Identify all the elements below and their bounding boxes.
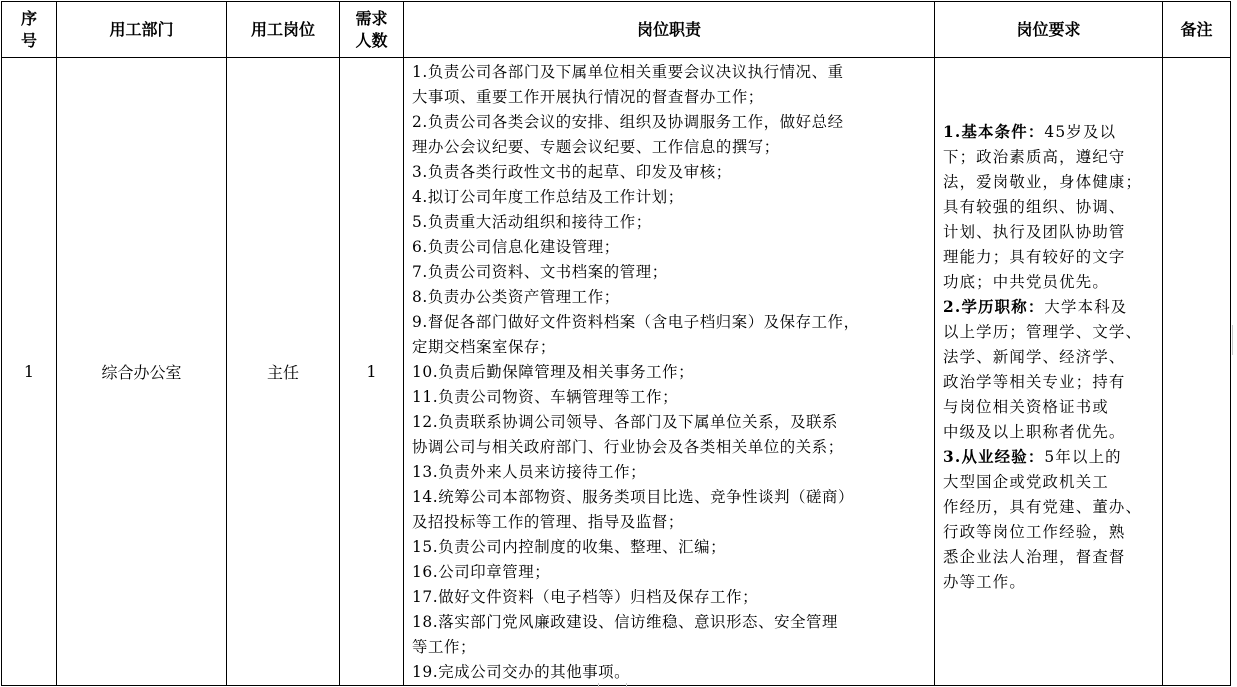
requirement-line: 法，爱岗敬业，身体健康；: [943, 173, 1143, 191]
header-position: [227, 2, 340, 58]
requirement-line: 功底；中共党员优先。: [943, 273, 1109, 291]
header-remarks-text: 备注: [1180, 19, 1213, 39]
responsibility-line: 理办公会议纪要、专题会议纪要、工作信息的撰写；: [412, 138, 780, 156]
responsibility-line: 17.做好文件资料（电子档等）归档及保存工作；: [412, 588, 759, 606]
header-headcount: [340, 2, 404, 58]
requirement-line: 中级及以上职称者优先。: [943, 423, 1126, 441]
cell-index: [2, 58, 57, 686]
header-requirements-text: 岗位要求: [1016, 19, 1081, 39]
requirement-title: 1.基本条件：: [943, 123, 1045, 141]
page-edge-mark: [626, 683, 627, 687]
responsibility-line: 15.负责公司内控制度的收集、整理、汇编；: [412, 538, 727, 556]
requirement-line: 行政等岗位工作经验，熟: [943, 523, 1126, 541]
requirement-line: 作经历，具有党建、董办、: [943, 498, 1143, 516]
cell-department-text: 综合办公室: [101, 363, 182, 382]
header-row: [2, 2, 1231, 58]
requirement-line: 与岗位相关资格证书或: [943, 398, 1109, 416]
cell-responsibilities: [404, 58, 935, 686]
cell-position-text: 主任: [266, 363, 299, 382]
responsibility-line: 19.完成公司交办的其他事项。: [412, 663, 631, 681]
responsibility-line: 7.负责公司资料、文书档案的管理；: [412, 263, 668, 281]
requirement-line: 法学、新闻学、经济学、: [943, 348, 1126, 366]
cell-department: [57, 58, 227, 686]
requirement-education: [943, 295, 1154, 445]
cell-remarks: [1163, 58, 1231, 686]
responsibility-line: 11.负责公司物资、车辆管理等工作；: [412, 388, 679, 406]
requirement-line: 45岁及以: [1044, 123, 1117, 141]
responsibility-line: 8.负责办公类资产管理工作；: [412, 288, 620, 306]
header-responsibilities: [404, 2, 935, 58]
cell-headcount: [340, 58, 404, 686]
requirement-line: 办等工作。: [943, 573, 1026, 591]
responsibility-line: 等工作；: [412, 638, 476, 656]
requirement-line: 理能力；具有较好的文字: [943, 248, 1126, 266]
responsibility-line: 协调公司与相关政府部门、行业协会及各类相关单位的关系；: [412, 438, 844, 456]
requirement-line: 悉企业法人治理，督查督: [943, 548, 1126, 566]
responsibility-line: 16.公司印章管理；: [412, 563, 551, 581]
responsibility-line: 5.负责重大活动组织和接待工作；: [412, 213, 652, 231]
cell-position: [227, 58, 340, 686]
requirement-line: 计划、执行及团队协助管: [943, 223, 1126, 241]
header-requirements: [935, 2, 1163, 58]
responsibility-line: 2.负责公司各类会议的安排、组织及协调服务工作，做好总经: [412, 113, 844, 131]
job-table: [1, 1, 1231, 686]
requirement-line: 大型国企或党政机关工: [943, 473, 1109, 491]
requirement-title: 3.从业经验：: [943, 448, 1045, 466]
header-index-text: 序号: [20, 8, 37, 50]
requirement-line: 以上学历；管理学、文学、: [943, 323, 1143, 341]
responsibility-line: 9.督促各部门做好文件资料档案（含电子档归案）及保存工作，: [412, 313, 860, 331]
page-edge-mark: [1232, 325, 1233, 355]
responsibility-line: 及招投标等工作的管理、指导及监督；: [412, 513, 684, 531]
requirement-line: 政治学等相关专业；持有: [943, 373, 1126, 391]
requirement-line: 下；政治素质高，遵纪守: [943, 148, 1126, 166]
header-department-text: 用工部门: [109, 19, 174, 39]
cell-requirements: [935, 58, 1163, 686]
responsibility-line: 大事项、重要工作开展执行情况的督查督办工作；: [412, 88, 764, 106]
requirement-line: 大学本科及: [1044, 298, 1128, 316]
responsibility-line: 14.统筹公司本部物资、服务类项目比选、竞争性谈判（磋商）: [412, 488, 855, 506]
requirement-basic: [943, 120, 1154, 295]
header-position-text: 用工岗位: [250, 19, 315, 39]
table-row: [2, 58, 1231, 686]
cell-index-text: 1: [23, 362, 35, 381]
header-remarks: [1163, 2, 1231, 58]
requirement-line: 具有较强的组织、协调、: [943, 198, 1126, 216]
responsibility-line: 13.负责外来人员来访接待工作；: [412, 463, 647, 481]
responsibility-line: 3.负责各类行政性文书的起草、印发及审核；: [412, 163, 732, 181]
page-edge-mark: [598, 683, 599, 687]
responsibility-line: 1.负责公司各部门及下属单位相关重要会议决议执行情况、重: [412, 63, 844, 81]
requirement-line: 5年以上的: [1044, 448, 1122, 466]
cell-headcount-text: 1: [366, 362, 377, 381]
responsibility-line: 4.拟订公司年度工作总结及工作计划；: [412, 188, 684, 206]
header-headcount-text: 需求人数: [355, 8, 388, 50]
responsibility-line: 定期交档案室保存；: [412, 338, 556, 356]
header-index: [2, 2, 57, 58]
responsibility-line: 18.落实部门党风廉政建设、信访维稳、意识形态、安全管理: [412, 613, 839, 631]
responsibility-line: 12.负责联系协调公司领导、各部门及下属单位关系，及联系: [412, 413, 839, 431]
header-department: [57, 2, 227, 58]
responsibility-line: 10.负责后勤保障管理及相关事务工作；: [412, 363, 695, 381]
requirement-experience: [943, 445, 1154, 595]
header-responsibilities-text: 岗位职责: [636, 19, 701, 39]
responsibility-line: 6.负责公司信息化建设管理；: [412, 238, 620, 256]
requirement-title: 2.学历职称：: [943, 298, 1045, 316]
